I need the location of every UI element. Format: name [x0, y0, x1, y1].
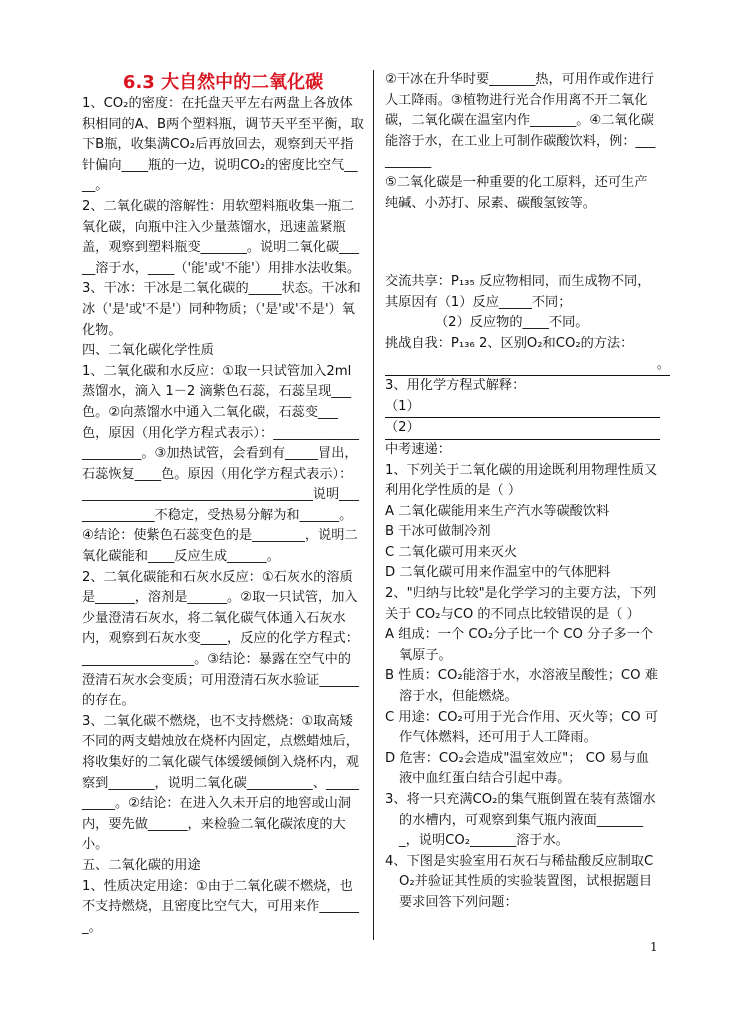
paragraph: 1、二氧化碳和水反应：①取一只试管加入2ml 蒸馏水，滴入 1－2 滴紫色石蕊，石蕊呈现___色。②向蒸馏水中通入二氧化碳，石蕊变___色，原因（用化学方程式表示）：______________________。③加热试管，会看到有_____冒出，石蕊恢复____色。原因（用化学方程式表示）： — [82, 363, 359, 482]
option: B 性质：CO₂能溶于水，水溶液呈酸性；CO 难溶于水，但能燃烧。 — [385, 668, 658, 705]
page-number: 1 — [650, 940, 658, 954]
paragraph: 2、二氧化碳的溶解性：用软塑料瓶收集一瓶二氧化碳，向瓶中注入少量蒸馏水，迅速盖紧瓶盖，观察到塑料瓶变_______。说明二氧化碳_____溶于水，____（'能'或'不能'）用排水法收集。 — [82, 198, 361, 276]
answer-line: （1） — [385, 397, 660, 419]
paragraph: 2、二氧化碳能和石灰水反应：①石灰水的溶质是______，溶剂是______。②取一只试管，加入少量澄清石灰水，将二氧化碳气体通入石灰水内，观察到石灰水变____，反应的化学方程式：_________________。③结论：暴露在空气中的澄清石灰水会变质；可用澄清石灰水验证______的存在。 — [82, 569, 359, 709]
question: 1、下列关于二氧化碳的用途既利用物理性质又利用化学性质的是（ ） — [385, 462, 658, 499]
option: D 危害：CO₂会造成"温室效应"； CO 易与血液中血红蛋白结合引起中毒。 — [385, 750, 649, 787]
paragraph: 3、干冰：干冰是二氧化碳的_____状态。干冰和冰（'是'或'不是'）同种物质；（'是'或'不是'）氧化物。 — [82, 281, 361, 338]
paragraph: ___________________________________说明______________不稳定，受热易分解为和______。 — [82, 487, 359, 523]
option: A 组成：一个 CO₂分子比一个 CO 分子多一个氧原子。 — [385, 627, 654, 663]
answer-line: （2） — [385, 418, 660, 440]
paragraph: ⑤二氧化碳是一种重要的化工原料，还可生产纯碱、小苏打、尿素、碳酸氢铵等。 — [385, 174, 648, 211]
section-heading: 四、二氧化碳化学性质 — [82, 343, 214, 359]
option: D 二氧化碳可用来作温室中的气体肥料 — [385, 565, 611, 581]
paragraph: （2）反应物的____不同。 — [435, 315, 589, 331]
paragraph: 3、二氧化碳不燃烧，也不支持燃烧：①取高矮不同的两支蜡烛放在烧杯内固定，点燃蜡烛后，将收集好的二氧化碳气体缓缓倾倒入烧杯内，观察到_______，说明二氧化碳__________、__________。②结论：在进入久未开启的地窖或山洞内，要先做______，来检验二氧化碳浓度的大小。 — [82, 713, 359, 853]
option: A 二氧化碳能用来生产汽水等碳酸饮料 — [385, 503, 610, 519]
paragraph: 挑战自我：P₁₃₆ 2、区别O₂和CO₂的方法： — [385, 335, 634, 351]
option: B 干冰可做制冷剂 — [385, 524, 491, 540]
paragraph: 3、用化学方程式解释： — [385, 378, 526, 394]
section-heading: 中考速递： — [385, 441, 451, 457]
column-divider — [373, 70, 374, 940]
question: 4、下图是实验室用石灰石与稀盐酸反应制取CO₂并验证其性质的实验装置图，试根据题目要求回答下列问题： — [385, 853, 654, 910]
paragraph: ④结论：使紫色石蕊变色的是________，说明二氧化碳能和____反应生成______。 — [82, 528, 358, 565]
paragraph: 1、CO₂的密度：在托盘天平左右两盘上各放体积相同的A、B两个塑料瓶，调节天平至平衡，取下B瓶，收集满CO₂后再放回去，观察到天平指针偏向____瓶的一边，说明CO₂的密度比空气____。 — [82, 96, 364, 194]
option: C 二氧化碳可用来灭火 — [385, 544, 518, 560]
question: 3、将一只充满CO₂的集气瓶倒置在装有蒸馏水的水槽内，可观察到集气瓶内液面________，说明CO₂_______溶于水。 — [385, 792, 656, 849]
option: C 用途：CO₂可用于光合作用、灭火等；CO 可作气体燃料，还可用于人工降雨。 — [385, 709, 659, 746]
section-heading: 五、二氧化碳的用途 — [82, 857, 201, 873]
right-column — [385, 70, 670, 914]
paragraph: ②干冰在升华时要_______热，可用作或作进行人工降雨。③植物进行光合作用离不开二氧化碳，二氧化碳在温室内作_______。④二氧化碳能溶于水，在工业上可制作碳酸饮料，例：__________ — [385, 72, 656, 170]
left-column — [82, 70, 364, 938]
page-title: 6.3 大自然中的二氧化碳 — [122, 72, 324, 93]
blank-space — [385, 214, 660, 272]
paragraph: 交流共享：P₁₃₅ 反应物相同，而生成物不同，其原因有（1）反应_____不同； — [385, 274, 651, 310]
question: 2、"归纳与比较"是化学学习的主要方法，下列关于 CO₂与CO 的不同点比较错误的是（ ） — [385, 586, 657, 622]
answer-line: 。 — [385, 355, 670, 377]
paragraph: 1、性质决定用途：①由于二氧化碳不燃烧，也不支持燃烧，且密度比空气大，可用来作_______。 — [82, 878, 359, 935]
